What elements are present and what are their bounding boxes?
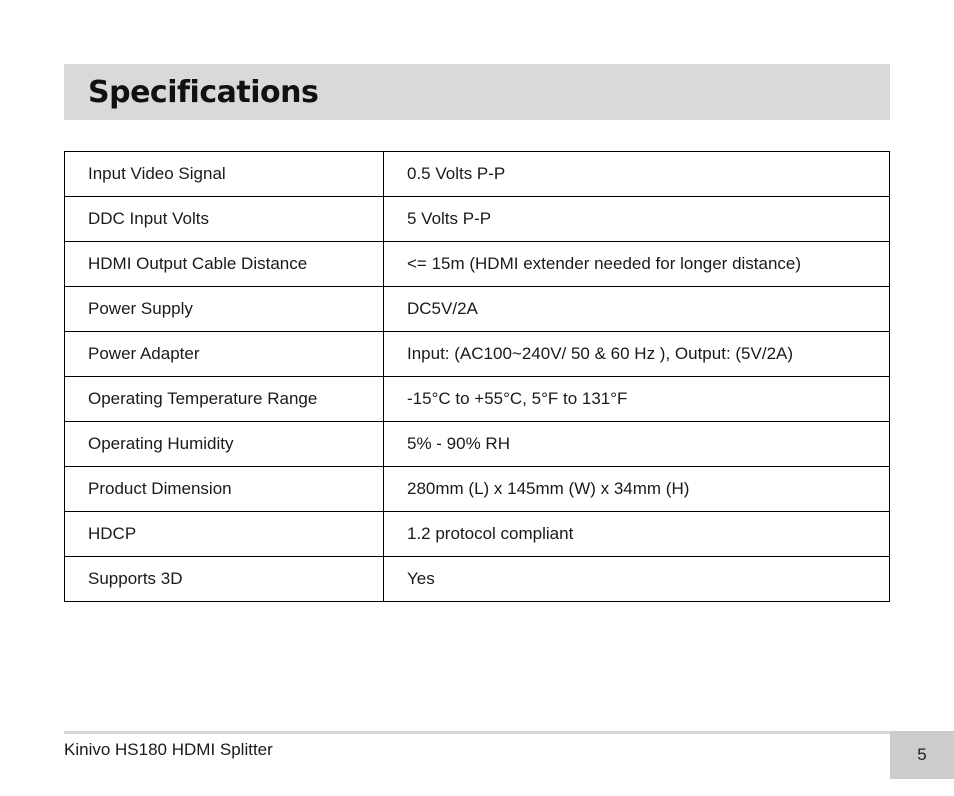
spec-label: HDCP <box>65 512 384 557</box>
page-number-badge <box>890 731 954 779</box>
table-row <box>65 287 890 332</box>
table-row <box>65 377 890 422</box>
spec-value: Yes <box>384 557 890 602</box>
table-row <box>65 152 890 197</box>
spec-label: Supports 3D <box>65 557 384 602</box>
spec-label: Input Video Signal <box>65 152 384 197</box>
spec-value: Input: (AC100~240V/ 50 & 60 Hz ), Output: (5V/2A) <box>384 332 890 377</box>
spec-value: 5 Volts P-P <box>384 197 890 242</box>
table-row <box>65 332 890 377</box>
section-header <box>64 64 890 120</box>
spec-label: Power Supply <box>65 287 384 332</box>
spec-value: DC5V/2A <box>384 287 890 332</box>
spec-label: Power Adapter <box>65 332 384 377</box>
spec-label: Product Dimension <box>65 467 384 512</box>
spec-value: 5% - 90% RH <box>384 422 890 467</box>
table-row <box>65 557 890 602</box>
spec-value: <= 15m (HDMI extender needed for longer distance) <box>384 242 890 287</box>
table-row <box>65 512 890 557</box>
spec-label: Operating Humidity <box>65 422 384 467</box>
spec-value: 280mm (L) x 145mm (W) x 34mm (H) <box>384 467 890 512</box>
spec-value: 1.2 protocol compliant <box>384 512 890 557</box>
spec-label: HDMI Output Cable Distance <box>65 242 384 287</box>
table-row <box>65 197 890 242</box>
table-row <box>65 467 890 512</box>
page-title: Specifications <box>88 74 319 110</box>
footer-divider <box>64 731 890 734</box>
spec-label: Operating Temperature Range <box>65 377 384 422</box>
spec-value: -15°C to +55°C, 5°F to 131°F <box>384 377 890 422</box>
table-row <box>65 422 890 467</box>
page-number: 5 <box>917 745 927 764</box>
footer-product-name: Kinivo HS180 HDMI Splitter <box>64 740 273 759</box>
spec-value: 0.5 Volts P-P <box>384 152 890 197</box>
specifications-table <box>64 151 890 602</box>
table-row <box>65 242 890 287</box>
spec-label: DDC Input Volts <box>65 197 384 242</box>
